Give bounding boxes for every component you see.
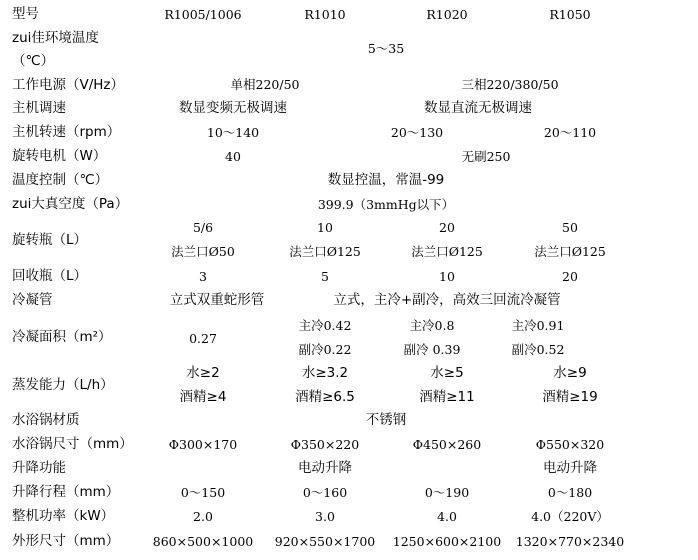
flask-vol-2: 10 (317, 220, 333, 235)
bath-size-1: Φ300×170 (168, 437, 238, 452)
receiver-v4: 20 (562, 269, 578, 284)
row-label-power: 工作电源（V/Hz） (12, 77, 125, 93)
receiver-v2: 5 (321, 269, 329, 284)
evap-water-1: 水≥2 (186, 365, 220, 381)
row-label-speed-control: 主机调速 (12, 100, 66, 116)
cond-area-main-3: 主冷0.91 (511, 318, 565, 333)
temp-control-value: 数显控温，常温-99 (327, 172, 445, 188)
bath-size-3: Φ450×260 (412, 437, 482, 452)
speed-control-dc: 数显直流无极调速 (424, 100, 532, 116)
condenser-v1: 立式双重蛇形管 (169, 292, 265, 308)
row-label-travel: 升降行程（mm） (12, 484, 120, 500)
travel-2: 0～160 (302, 485, 348, 500)
cond-area-sub-3: 副冷0.52 (511, 342, 565, 357)
row-label-motor: 旋转电机（W） (12, 148, 107, 164)
total-power-4: 4.0（220V） (531, 509, 609, 524)
row-label-condenser: 冷凝管 (12, 292, 53, 308)
row-label-env-temp: zui佳环境温度 (12, 30, 99, 46)
flask-vol-3: 20 (439, 220, 455, 235)
row-label-bath-size: 水浴锅尺寸（mm） (12, 436, 133, 452)
evap-alcohol-4: 酒精≥19 (542, 389, 598, 405)
cond-area-v1: 0.27 (189, 331, 217, 346)
row-label-speed: 主机转速（rpm） (12, 124, 121, 140)
receiver-v3: 10 (439, 269, 455, 284)
env-temp-value: 5～35 (367, 41, 405, 56)
dims-2: 920×550×1700 (274, 534, 376, 549)
model-r1010: R1010 (304, 7, 346, 22)
evap-water-2: 水≥3.2 (301, 365, 349, 381)
flask-flange-3: 法兰口Ø125 (411, 244, 483, 259)
cond-area-main-1: 主冷0.42 (298, 318, 352, 333)
flask-vol-1: 5/6 (192, 220, 214, 235)
evap-alcohol-2: 酒精≥6.5 (295, 389, 355, 405)
flask-flange-1: 法兰口Ø50 (171, 244, 235, 259)
row-label-bath-material: 水浴锅材质 (12, 412, 80, 428)
model-r1005: R1005/1006 (164, 7, 242, 22)
flask-vol-4: 50 (562, 220, 578, 235)
row-label-evap: 蒸发能力（L/h） (12, 377, 114, 393)
cond-area-sub-2: 副冷 0.39 (403, 342, 461, 357)
row-label-cond-area: 冷凝面积（m²） (12, 329, 112, 345)
cond-area-sub-1: 副冷0.22 (298, 342, 352, 357)
evap-alcohol-3: 酒精≥11 (419, 389, 475, 405)
cond-area-main-2: 主冷0.8 (409, 318, 455, 333)
flask-flange-2: 法兰口Ø125 (289, 244, 361, 259)
row-label-model: 型号 (12, 6, 39, 22)
evap-water-4: 水≥9 (553, 365, 587, 381)
power-three: 三相220/380/50 (461, 77, 559, 92)
bath-size-2: Φ350×220 (290, 437, 360, 452)
travel-4: 0～180 (547, 485, 593, 500)
flask-flange-4: 法兰口Ø125 (534, 244, 606, 259)
dims-4: 1320×770×2340 (515, 534, 625, 549)
receiver-v1: 3 (199, 269, 207, 284)
row-label-total-power: 整机功率（kW） (12, 508, 115, 524)
bath-size-4: Φ550×320 (535, 437, 605, 452)
vacuum-value: 399.9（3mmHg以下） (317, 197, 455, 212)
evap-alcohol-1: 酒精≥4 (179, 389, 227, 405)
speed-v2: 20～130 (390, 125, 444, 140)
model-r1050: R1050 (549, 7, 591, 22)
motor-v2: 无刷250 (461, 149, 511, 164)
dims-3: 1250×600×2100 (392, 534, 502, 549)
model-r1020: R1020 (426, 7, 468, 22)
travel-3: 0～190 (424, 485, 470, 500)
evap-water-3: 水≥5 (430, 365, 464, 381)
row-label-vacuum: zui大真空度（Pa） (12, 196, 129, 212)
speed-v3: 20～110 (543, 125, 597, 140)
total-power-1: 2.0 (193, 509, 213, 524)
row-label-lift: 升降功能 (12, 460, 66, 476)
condenser-v2: 立式，主冷+副冷，高效三回流冷凝管 (333, 292, 561, 308)
dims-1: 860×500×1000 (152, 534, 254, 549)
travel-1: 0～150 (180, 485, 226, 500)
speed-v1: 10～140 (206, 125, 260, 140)
row-label-env-temp-unit: （℃） (12, 53, 55, 69)
motor-v1: 40 (225, 149, 241, 164)
bath-material-value: 不锈钢 (365, 412, 407, 428)
speed-control-freq: 数显变频无极调速 (179, 100, 287, 116)
row-label-flask: 旋转瓶（L） (12, 232, 88, 248)
lift-v1: 电动升降 (298, 460, 352, 476)
total-power-3: 4.0 (437, 509, 457, 524)
row-label-temp-control: 温度控制（℃） (12, 172, 109, 188)
total-power-2: 3.0 (315, 509, 335, 524)
power-single: 单相220/50 (230, 77, 300, 92)
row-label-receiver: 回收瓶（L） (12, 268, 88, 284)
row-label-dims: 外形尺寸（mm） (12, 533, 120, 549)
lift-v2: 电动升降 (543, 460, 597, 476)
